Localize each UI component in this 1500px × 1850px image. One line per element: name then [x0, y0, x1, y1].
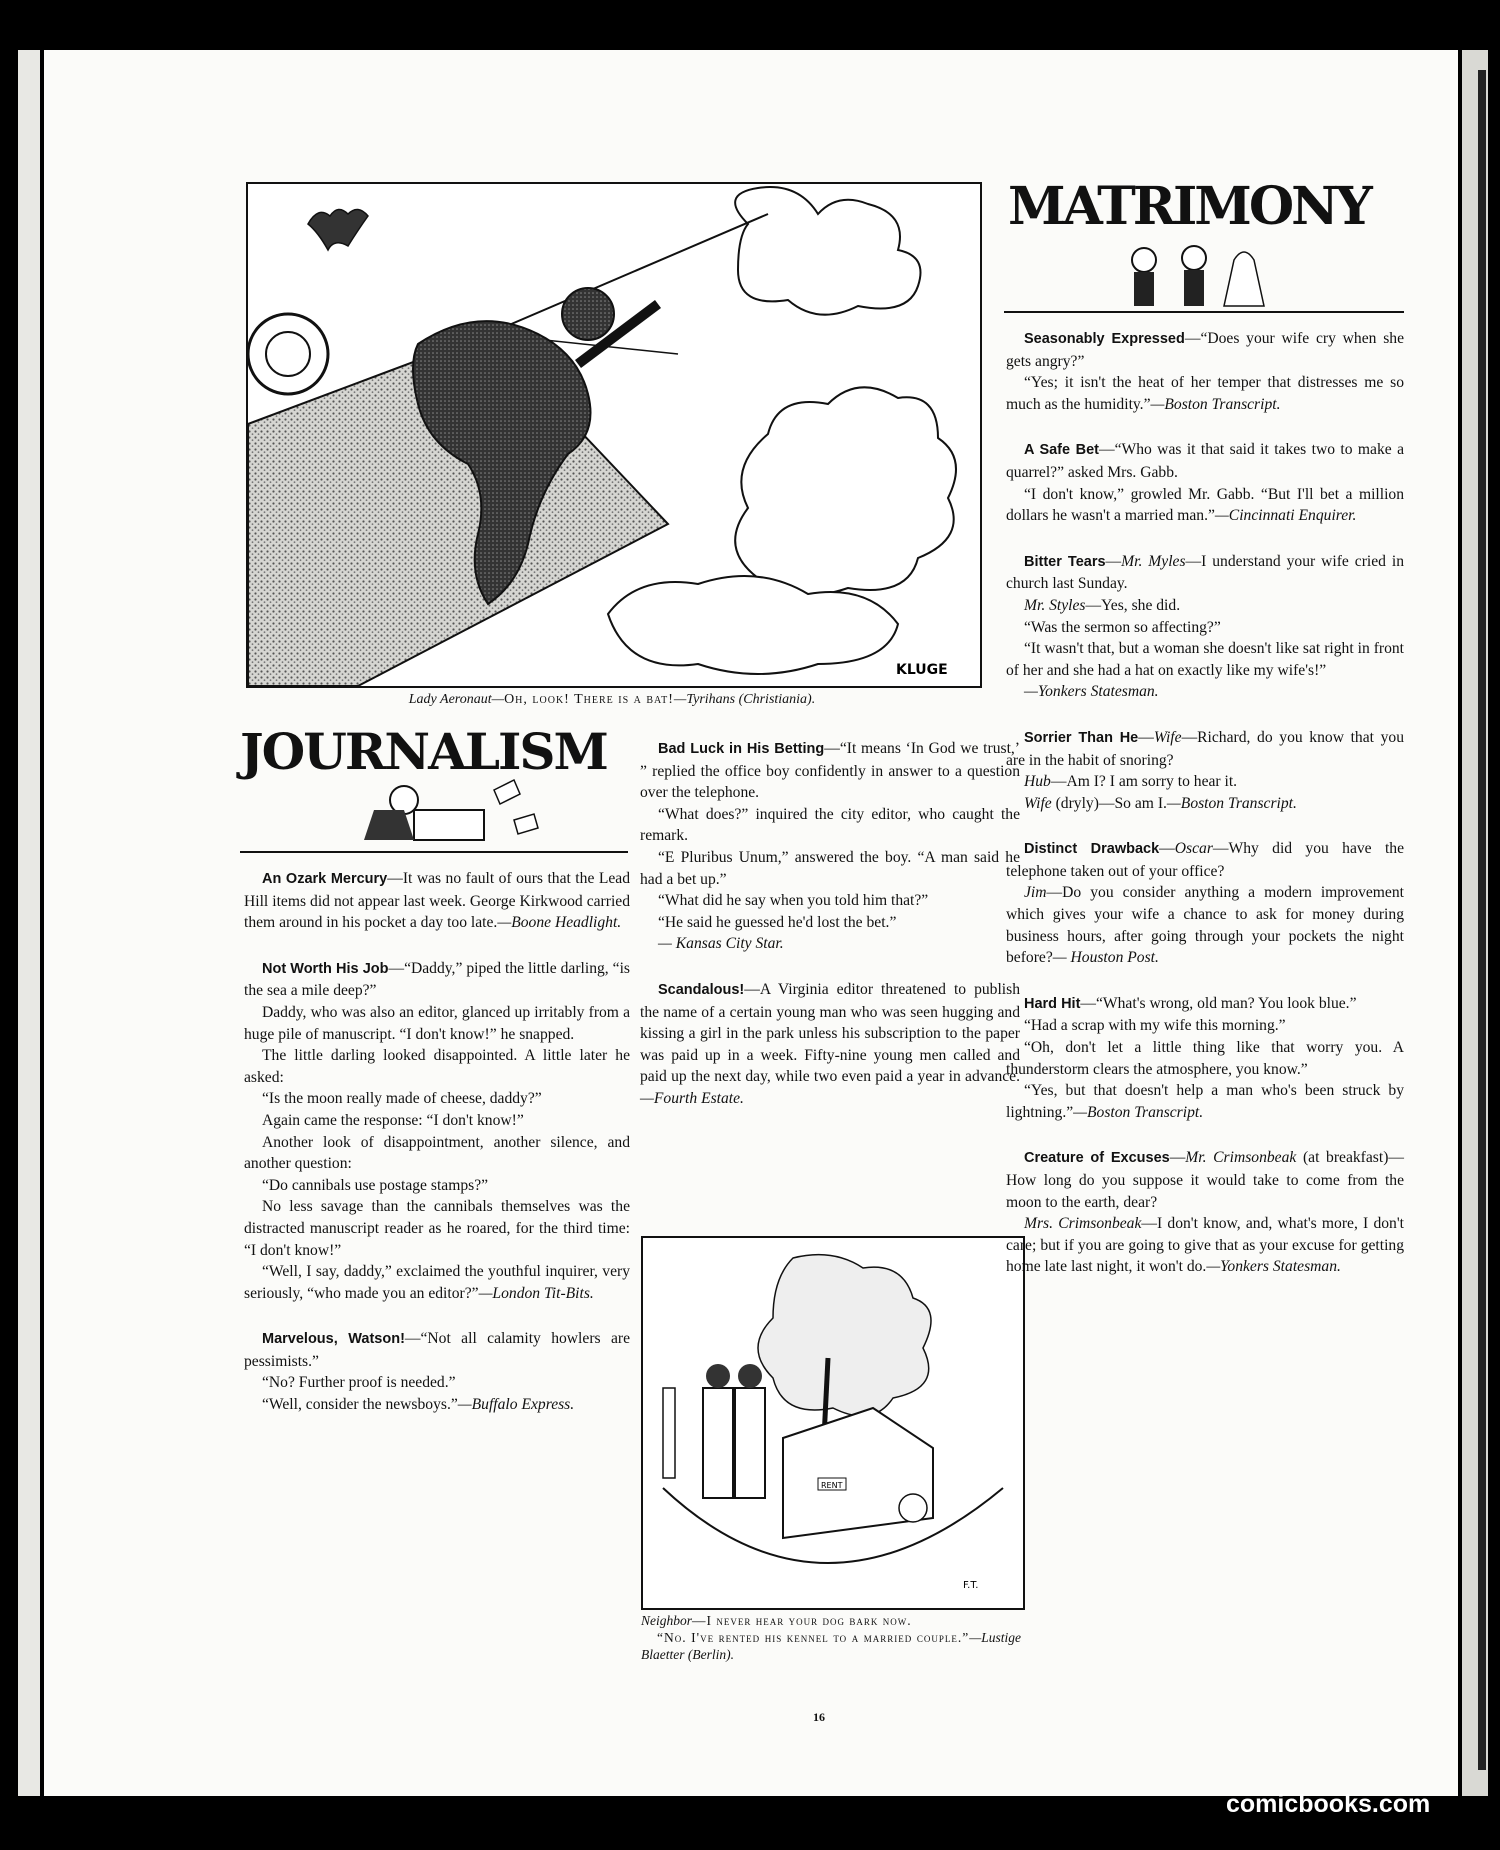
excuses-paragraph: (at breakfast)—How long do you suppose it would take to come from the moon to the earth, dear?	[1006, 1149, 1404, 1211]
watson-title: Marvelous, Watson!	[262, 1331, 405, 1348]
seasonably-paragraph: “Yes; it isn't the heat of her temper that distresses me so much as the humidity.”	[1006, 374, 1404, 413]
job-paragraph: No less savage than the cannibals themselves was the distracted manuscript reader as he roared, for the third time: “I don't know!”	[244, 1198, 630, 1259]
watson-paragraph: “Well, consider the newsboys.”	[262, 1396, 458, 1414]
hardhit-paragraph: “Oh, don't let a little thing like that worry you. A thunderstorm clears the atmosphere, you know.”	[1006, 1039, 1404, 1078]
sorrier-speaker: Wife	[1153, 728, 1182, 746]
bitter-source: —Yonkers Statesman.	[1024, 683, 1159, 701]
scandalous-title: Scandalous!	[658, 981, 745, 998]
drawback-source: — Houston Post.	[1052, 949, 1159, 967]
scandalous-text: —A Virginia editor threatened to publish the name of a certain young man who was seen hugging and kissing a girl in the park unless his subscription to the paper was paid up in a week. Fifty-nine young men called and paid up the next day, while two even paid a year in advance.	[640, 980, 1020, 1086]
sorrier-paragraph: (dryly)—So am I.	[1051, 794, 1167, 812]
job-source: —London Tit-Bits.	[478, 1284, 594, 1302]
watson-source: —Buffalo Express.	[457, 1396, 575, 1414]
betting-paragraph: “He said he guessed he'd lost the bet.”	[658, 913, 897, 931]
seasonably-source: —Boston Transcript.	[1150, 395, 1281, 413]
caption-source: —Tyrihans (Christiania).	[673, 692, 816, 707]
ozark-source: —Boone Headlight.	[497, 914, 622, 932]
job-paragraph: “Do cannibals use postage stamps?”	[262, 1176, 489, 1194]
bitter-paragraph: “Was the sermon so affecting?”	[1024, 618, 1221, 636]
dog-caption-line1: —I never hear your dog bark now.	[692, 1613, 912, 1628]
bitter-paragraph: —Yes, she did.	[1085, 596, 1181, 614]
bitter-speaker: Mr. Styles	[1024, 596, 1086, 614]
hardhit-source: —Boston Transcript.	[1073, 1103, 1204, 1121]
betting-title: Bad Luck in His Betting	[658, 741, 825, 757]
book-spine-shadow	[1478, 70, 1486, 1770]
sorrier-paragraph: —Richard, do you know that you are in the habit of snoring?	[1006, 728, 1404, 769]
bitter-title: Bitter Tears	[1024, 553, 1106, 570]
magazine-page	[44, 50, 1458, 1796]
drawback-title: Distinct Drawback	[1024, 841, 1160, 858]
drawback-paragraph: —Do you consider anything a modern improvement which gives your wife a chance to ask for money during business hours, after going through your pockets the night before?	[1006, 884, 1404, 967]
journalism-rule	[240, 851, 628, 853]
matrimony-vignette	[1104, 240, 1284, 310]
matrimony-column: Seasonably Expressed—“Does your wife cry when she gets angry?” “Yes; it isn't the heat of her temper that distresses me so much as the humidity.”—Boston Transcript. A Safe Bet—“Who was it that said it takes two to make a quarrel?” asked Mrs. Gabb. “I don't know,” growled Mr. Gabb. “But I'll bet a million dollars he wasn't a married man.”—Cincinnati Enquirer. Bitter Tears—Mr. Myles—I understand your wife cried in church last Sunday. Mr. Styles—Yes, she did. “Was the sermon so affecting?” “It wasn't that, but a woman she doesn't like sat right in front of her and she had a hat on exactly like my wife's!” —Yonkers Statesman. Sorrier Than He—Wife—Richard, do you know that you are in the habit of snoring? Hub—Am I? I am sorry to hear it. Wife (dryly)—So am I.—Boston Transcript. Distinct Drawback—Oscar—Why did you have the telephone taken out of your office? Jim—Do you consider anything a modern improvement which gives your wife a chance to ask for money during business hours, after going through your pockets the night before?— Houston Post. Hard Hit—“What's wrong, old man? You look blue.” “Had a scrap with my wife this morning.” “Oh, don't let a little thing like that worry you. A thunderstorm clears the atmosphere, you know.” “Yes, but that doesn't help a man who's been struck by lightning.”—Boston Transcript. Creature of Excuses—Mr. Crimsonbeak (at breakfast)—How long do you suppose it would take to come from the moon to the earth, dear? Mrs. Crimsonbeak—I don't know, and, what's more, I don't care; but if you are going to give that as your excuse for getting home late last night, it won't do.—Yonkers Statesman.	[1006, 330, 1404, 1276]
hardhit-title: Hard Hit	[1024, 995, 1081, 1012]
dog-caption-speaker: Neighbor	[641, 1613, 693, 1628]
page-number: 16	[813, 1710, 825, 1724]
dog-caption-source: —Lustige Blaetter (Berlin).	[641, 1630, 1021, 1662]
kennel-sign: RENT	[821, 1481, 843, 1490]
journalism-vignette	[344, 770, 564, 850]
job-paragraph: The little darling looked disappointed. A little later he asked:	[244, 1047, 630, 1086]
matrimony-rule	[1004, 311, 1404, 313]
bitter-paragraph: “It wasn't that, but a woman she doesn't like sat right in front of her and she had a hat on exactly like my wife's!”	[1006, 640, 1404, 679]
betting-paragraph: “What did he say when you told him that?”	[658, 892, 929, 910]
job-paragraph: Another look of disappointment, another silence, and another question:	[244, 1133, 630, 1173]
betting-source: — Kansas City Star.	[658, 935, 784, 953]
excuses-title: Creature of Excuses	[1024, 1150, 1170, 1167]
dog-kennel-cartoon	[641, 1236, 1025, 1610]
job-paragraph: Daddy, who was also an editor, glanced up irritably from a huge pile of manuscript. “I don't know!” he snapped.	[244, 1003, 630, 1043]
aeronaut-caption: Lady Aeronaut—Oh, look! There is a bat!—Tyrihans (Christiania).	[408, 692, 816, 707]
job-paragraph: —“Daddy,” piped the little darling, “is the sea a mile deep?”	[244, 959, 630, 1000]
sorrier-title: Sorrier Than He	[1024, 729, 1139, 746]
safebet-paragraph: “I don't know,” growled Mr. Gabb. “But I'll bet a million dollars he wasn't a married man.”	[1006, 485, 1404, 525]
safebet-paragraph: —“Who was it that said it takes two to make a quarrel?” asked Mrs. Gabb.	[1006, 441, 1404, 481]
excuses-source: —Yonkers Statesman.	[1206, 1258, 1341, 1276]
hardhit-paragraph: “Had a scrap with my wife this morning.”	[1024, 1017, 1286, 1035]
watson-paragraph: “No? Further proof is needed.”	[262, 1374, 456, 1392]
excuses-speaker: Mr. Crimsonbeak	[1185, 1149, 1297, 1167]
bitter-speaker: Mr. Myles	[1121, 552, 1186, 570]
bitter-paragraph: —I understand your wife cried in church last Sunday.	[1006, 552, 1404, 593]
sorrier-speaker: Hub	[1024, 773, 1051, 791]
excuses-paragraph: —I don't know, and, what's more, I don't care; but if you are going to give that as your excuse for getting home late last night, it won't do.	[1006, 1215, 1404, 1276]
journalism-column-2	[640, 738, 1020, 1110]
caption-quote: Oh, look! There is a bat!	[504, 692, 674, 707]
site-watermark: comicbooks.com	[1226, 1790, 1431, 1818]
drawback-speaker: Oscar	[1174, 840, 1213, 858]
journalism-column-1	[244, 868, 630, 1416]
ozark-title: An Ozark Mercury	[262, 871, 388, 887]
scandalous-source: —Fourth Estate.	[640, 1089, 744, 1107]
seasonably-paragraph: —“Does your wife cry when she gets angry?”	[1006, 330, 1404, 370]
excuses-speaker: Mrs. Crimsonbeak	[1024, 1215, 1142, 1233]
caption-speaker: Lady Aeronaut	[408, 692, 492, 707]
job-paragraph: “Is the moon really made of cheese, daddy?”	[262, 1090, 542, 1108]
matrimony-heading: MATRIMONY	[1008, 176, 1370, 237]
aeronaut-cartoon	[246, 182, 982, 688]
betting-paragraph: —“It means ‘In God we trust,’ ” replied the office boy confidently in answer to a question over the telephone.	[640, 740, 1020, 802]
cartoon-signer: F.T.	[963, 1580, 979, 1591]
drawback-speaker: Jim	[1024, 884, 1047, 902]
sorrier-speaker: Wife	[1024, 794, 1052, 812]
kennel-illustration	[643, 1238, 1023, 1608]
drawback-paragraph: —Why did you have the telephone taken out of your office?	[1006, 840, 1404, 880]
betting-paragraph: “What does?” inquired the city editor, who caught the remark.	[640, 805, 1020, 845]
journalism-heading: JOURNALISM	[240, 722, 607, 781]
job-paragraph: Again came the response: “I don't know!”	[262, 1111, 524, 1129]
aeronaut-illustration	[248, 184, 980, 686]
safebet-source: —Cincinnati Enquirer.	[1214, 507, 1357, 525]
book-gutter-left	[18, 50, 40, 1796]
job-title: Not Worth His Job	[262, 960, 389, 977]
seasonably-title: Seasonably Expressed	[1024, 331, 1185, 347]
job-paragraph: “Well, I say, daddy,” exclaimed the youthful inquirer, very seriously, “who made you an editor?”	[244, 1263, 630, 1302]
sorrier-paragraph: —Am I? I am sorry to hear it.	[1050, 773, 1238, 791]
dog-caption	[641, 1612, 1021, 1663]
watson-paragraph: —“Not all calamity howlers are pessimists.”	[244, 1330, 630, 1370]
cartoon-signature: KLUGE	[896, 662, 948, 678]
betting-paragraph: “E Pluribus Unum,” answered the boy. “A man said he had a bet up.”	[640, 848, 1020, 888]
ozark-text: —It was no fault of ours that the Lead Hill items did not appear last week. George Kirkwood carried them around in his pocket a day too late.	[244, 870, 630, 932]
hardhit-paragraph: “Yes, but that doesn't help a man who's been struck by lightning.”	[1006, 1082, 1404, 1121]
hardhit-paragraph: —“What's wrong, old man? You look blue.”	[1080, 994, 1357, 1012]
sorrier-source: —Boston Transcript.	[1166, 794, 1297, 812]
safebet-title: A Safe Bet	[1024, 442, 1099, 459]
dog-caption-line2: “No. I've rented his kennel to a married couple.”	[657, 1630, 970, 1645]
